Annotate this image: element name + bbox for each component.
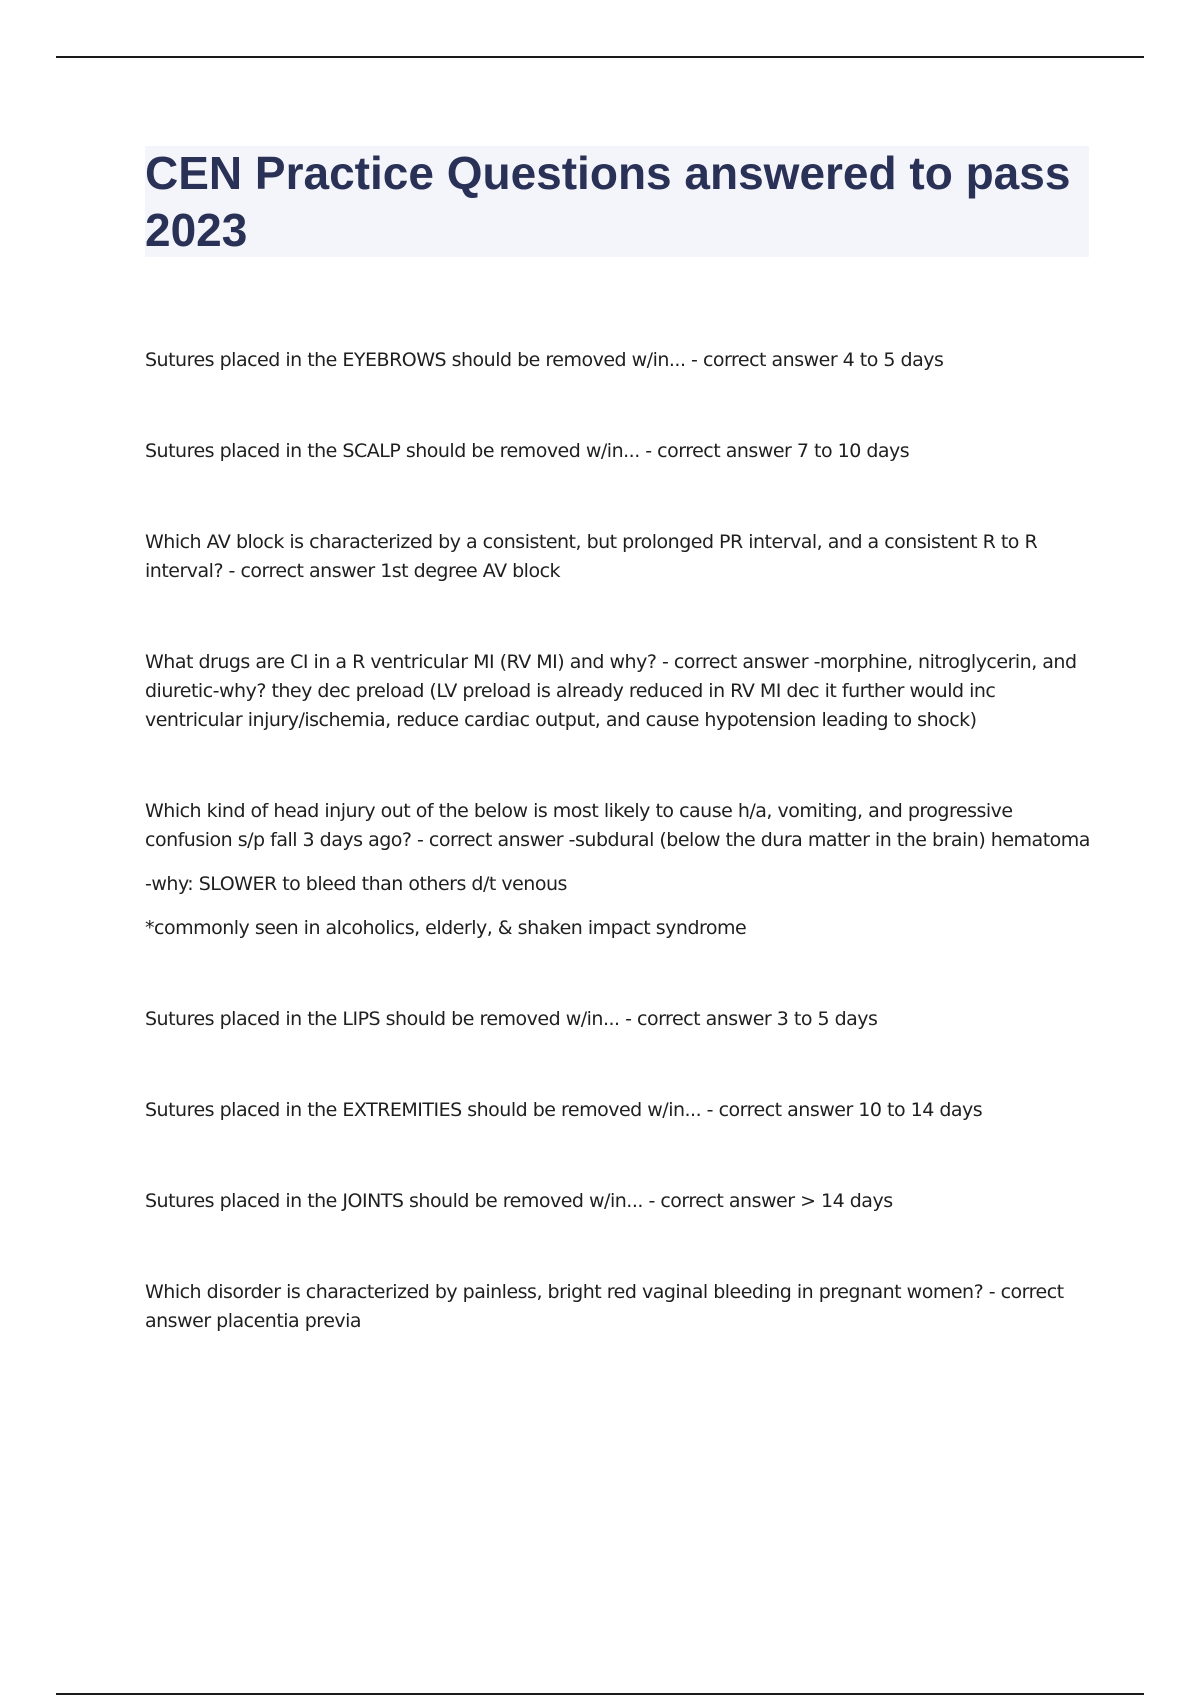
- title-block: [145, 146, 1089, 257]
- qa-text: Sutures placed in the EXTREMITIES should be removed w/in... - correct answer 10 to 14 days: [145, 1099, 983, 1121]
- qa-text: Which AV block is characterized by a consistent, but prolonged PR interval, and a consistent R to R interval? - correct answer 1st degree AV block: [145, 531, 1038, 582]
- qa-text: Which disorder is characterized by painless, bright red vaginal bleeding in pregnant women? - correct answer placentia previa: [145, 1281, 1064, 1332]
- qa-item: [145, 437, 1095, 466]
- qa-item: [145, 346, 1095, 375]
- qa-item: [145, 648, 1095, 735]
- qa-extra-line: *commonly seen in alcoholics, elderly, & shaken impact syndrome: [145, 917, 747, 939]
- qa-item: [145, 1187, 1095, 1216]
- qa-text: Sutures placed in the JOINTS should be removed w/in... - correct answer > 14 days: [145, 1190, 893, 1212]
- qa-item: [145, 1278, 1095, 1336]
- document-title: CEN Practice Questions answered to pass 2023: [145, 147, 1071, 256]
- qa-text: Which kind of head injury out of the below is most likely to cause h/a, vomiting, and progressive confusion s/p fall 3 days ago? - correct answer -subdural (below the dura matter in the brain) hematoma: [145, 800, 1090, 851]
- qa-text: Sutures placed in the SCALP should be removed w/in... - correct answer 7 to 10 days: [145, 440, 910, 462]
- top-rule: [56, 56, 1144, 58]
- qa-text: Sutures placed in the EYEBROWS should be removed w/in... - correct answer 4 to 5 days: [145, 349, 944, 371]
- qa-extra-line: -why: SLOWER to bleed than others d/t venous: [145, 873, 567, 895]
- qa-item: [145, 1096, 1095, 1125]
- qa-item: [145, 1005, 1095, 1034]
- qa-text: What drugs are CI in a R ventricular MI (RV MI) and why? - correct answer -morphine, nitroglycerin, and diuretic-why? they dec preload (LV preload is already reduced in RV MI dec it further would inc ventricular injury/ischemia, reduce cardiac output, and cause hypotension leading to shock): [145, 651, 1077, 731]
- bottom-rule: [56, 1693, 1144, 1695]
- qa-item: [145, 528, 1095, 586]
- qa-text: Sutures placed in the LIPS should be removed w/in... - correct answer 3 to 5 days: [145, 1008, 878, 1030]
- qa-list: [145, 346, 1095, 1398]
- qa-item: [145, 797, 1095, 943]
